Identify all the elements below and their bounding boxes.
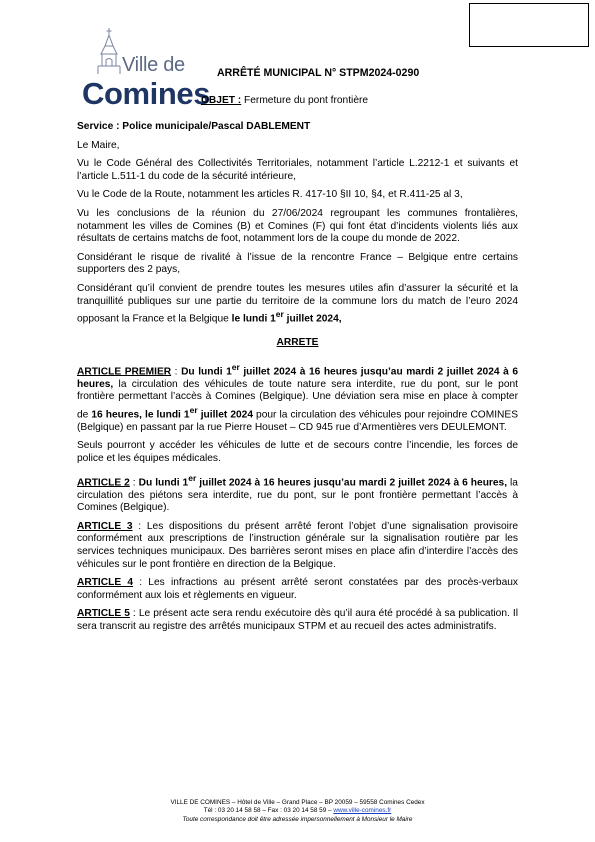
footer-contact	[0, 807, 595, 815]
considerant-date-b: juillet 2024,	[283, 313, 342, 325]
vu-cgct: Vu le Code Général des Collectivités Territoriales, notamment l’article L.2212-1 et suivants et l’article L.511-1 du code de la sécurité intérieure,	[77, 158, 518, 182]
article-premier-sep: :	[171, 366, 182, 378]
article-premier-deviation-b: juillet 2024	[197, 409, 254, 421]
article-2-label: ARTICLE 2	[77, 477, 130, 489]
article-4-text: : Les infractions au présent arrêté seront constatées par des procès-verbaux conformément aux lois et règlements en vigueur.	[77, 577, 518, 601]
considerant-mesures-text: Considérant qu’il convient de prendre toutes les mesures utiles afin d’assurer la sécurité et la tranquillité publiques sur une partie du territoire de la commune lors du match de l’euro 2024 opposant la France et la Belgique	[77, 282, 518, 325]
objet-label: OBJET :	[201, 95, 242, 106]
arrete-heading: ARRETE	[276, 337, 319, 349]
vu-conclusions: Vu les conclusions de la réunion du 27/06/2024 regroupant les communes frontalières, notamment les villes de Comines (B) et Comines (F) qui font état d’incidents violents liés aux résultats de certains matchs de foot, notamment lors de la coupe du monde de 2022.	[77, 207, 518, 245]
article-premier-exceptions: Seuls pourront y accéder les véhicules de lutte et de secours contre l’incendie, les forces de police et les équipes médicales.	[77, 440, 518, 465]
article-3-text: : Les dispositions du présent arrêté feront l’objet d’une signalisation provisoire conformément aux prescriptions de l’instruction générale sur la signalisation routière par les services techniques municipaux. Des barrières seront mises en place afin d’interdire l’accès des véhicules sur le pont frontière en direction de la Belgique.	[77, 520, 519, 570]
maire-line: Le Maire,	[77, 139, 120, 151]
article-2-text: la circulation des piétons sera interdite, rue du pont, sur le pont frontière permettant l’accès à Comines (Belgique).	[77, 477, 518, 514]
article-4-label: ARTICLE 4	[77, 577, 134, 589]
city-logo	[82, 24, 211, 111]
reception-stamp-box	[469, 3, 589, 47]
decree-title: ARRÊTÉ MUNICIPAL N° STPM2024-0290	[217, 67, 420, 79]
objet-text: Fermeture du pont frontière	[241, 95, 369, 106]
article-premier-label: ARTICLE PREMIER	[77, 366, 172, 378]
article-2-date-sup: er	[188, 472, 197, 483]
article-premier-date-sup: er	[231, 361, 240, 372]
article-5-label: ARTICLE 5	[77, 608, 130, 620]
article-5-text: : Le présent acte sera rendu exécutoire dès qu’il aura été procédé à sa publication. Il sera transcrit au registre des arrêtés municipaux STPM et au recueil des actes administratifs.	[77, 608, 518, 632]
article-2	[77, 472, 518, 515]
article-premier-deviation-sup: er	[189, 404, 198, 415]
article-premier	[77, 361, 518, 435]
footer-correspondence-note: Toute correspondance doit être adressée impersonnellement à Monsieur le Maire	[182, 815, 413, 823]
article-premier-deviation-a: 16 heures, le lundi 1	[91, 409, 190, 421]
footer-phone-fax: Tél : 03 20 14 58 58 – Fax : 03 20 14 58 59 –	[203, 807, 334, 815]
footer	[0, 799, 595, 824]
article-3	[77, 521, 518, 571]
objet-line	[201, 95, 368, 106]
logo-line-ville: Ville de	[122, 54, 185, 76]
church-tower-icon	[96, 28, 122, 74]
article-2-date-b: juillet 2024 à 16 heures jusqu’au mardi 2 juillet 2024 à 6 heures,	[196, 477, 508, 489]
article-4	[77, 577, 518, 602]
decree-body	[77, 121, 518, 640]
vu-code-route: Vu le Code de la Route, notamment les articles R. 417-10 §II 10, §4, et R.411-25 al 3,	[77, 189, 463, 201]
article-premier-text-2: pour la circulation des véhicules pour rejoindre COMINES (Belgique) en passant par la rue Pierre Houset – CD 945 rue d’Armentières vers DEULEMONT.	[77, 409, 518, 433]
logo-line-comines: Comines	[82, 76, 211, 111]
article-2-sep: :	[129, 477, 139, 489]
footer-address: VILLE DE COMINES – Hôtel de Ville – Grand Place – BP 20059 – 59558 Comines Cedex	[170, 799, 425, 806]
considerant-date-sup: er	[275, 309, 284, 320]
article-premier-date-a: Du lundi 1	[181, 366, 232, 378]
article-3-label: ARTICLE 3	[77, 520, 133, 532]
article-premier-date-b: juillet 2024 à 16 heures jusqu’au mardi 2 juillet 2024 à 6 heures,	[77, 366, 518, 390]
article-premier-text-1: la circulation des véhicules de toute nature sera interdite, rue du pont, sur le pont frontière permettant l’accès à Comines (Belgique). Une déviation sera mise en place à compter de	[77, 378, 518, 421]
article-5	[77, 608, 518, 633]
article-2-date-a: Du lundi 1	[138, 477, 189, 489]
service-line: Service : Police municipale/Pascal DABLEMENT	[77, 121, 311, 132]
considerant-rivalite: Considérant le risque de rivalité à l’issue de la rencontre France – Belgique entre certains supporters des 2 pays,	[77, 251, 518, 276]
considerant-mesures	[77, 283, 518, 326]
footer-website-link[interactable]: www.ville-comines.fr	[333, 807, 392, 815]
considerant-date-a: le lundi 1	[231, 313, 276, 325]
